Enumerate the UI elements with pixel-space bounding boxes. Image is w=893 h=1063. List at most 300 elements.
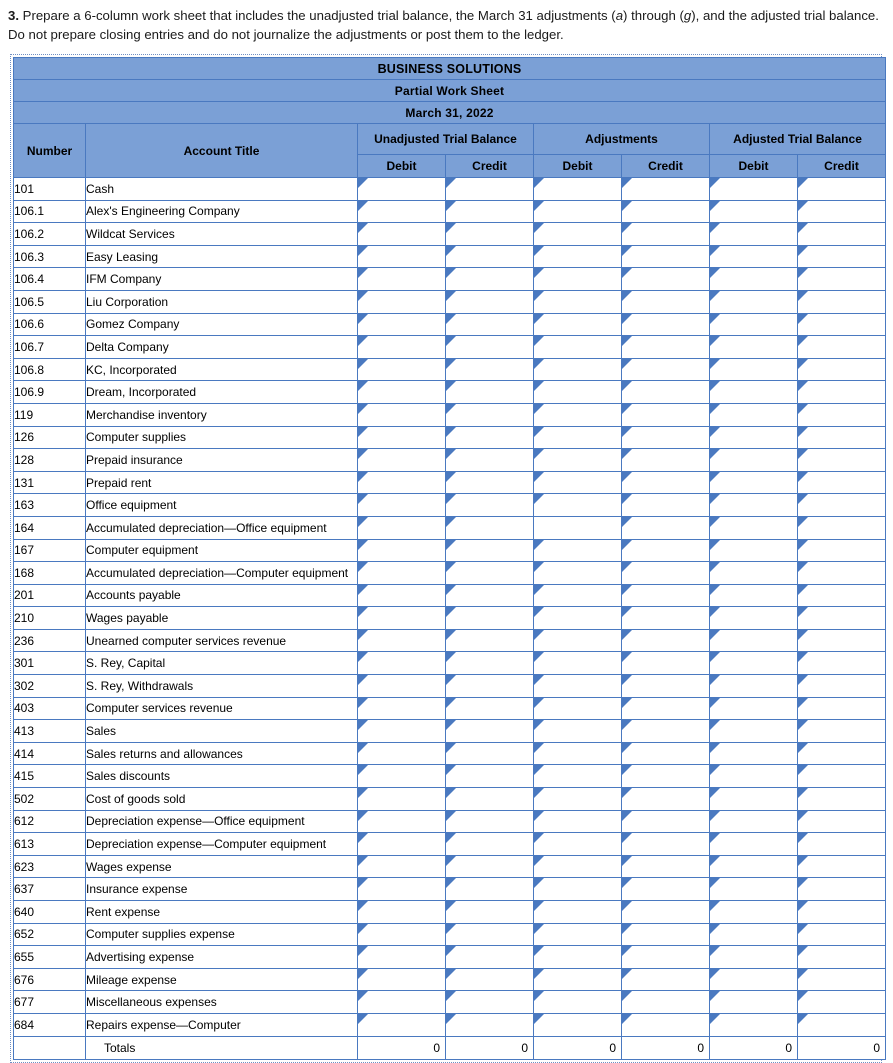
cell-handle-icon (710, 336, 720, 346)
utb-credit-input[interactable] (446, 901, 534, 924)
atb-credit-input[interactable] (798, 923, 886, 946)
utb-credit-input[interactable] (446, 336, 534, 359)
adj-credit-input[interactable] (622, 810, 710, 833)
utb-credit-input[interactable] (446, 697, 534, 720)
adj-credit-input[interactable] (622, 268, 710, 291)
utb-credit-input[interactable] (446, 178, 534, 201)
utb-debit-input[interactable] (358, 607, 446, 630)
utb-debit-input[interactable] (358, 449, 446, 472)
adj-debit-input[interactable] (534, 675, 622, 698)
atb-credit-input[interactable] (798, 901, 886, 924)
atb-credit-input[interactable] (798, 697, 886, 720)
cell-handle-icon (710, 856, 720, 866)
cell-handle-icon (358, 901, 368, 911)
adj-debit-input[interactable] (534, 968, 622, 991)
atb-credit-input[interactable] (798, 290, 886, 313)
adj-debit-input[interactable] (534, 449, 622, 472)
cell-handle-icon (534, 540, 544, 550)
atb-debit-input[interactable] (710, 449, 798, 472)
account-number: 201 (14, 584, 86, 607)
adj-credit-input[interactable] (622, 923, 710, 946)
adj-debit-input[interactable] (534, 381, 622, 404)
atb-debit-input[interactable] (710, 403, 798, 426)
cell-handle-icon (710, 720, 720, 730)
atb-credit-input[interactable] (798, 268, 886, 291)
account-title: Sales returns and allowances (86, 742, 358, 765)
atb-credit-input[interactable] (798, 652, 886, 675)
atb-credit-input[interactable] (798, 855, 886, 878)
utb-debit-input[interactable] (358, 878, 446, 901)
cell-handle-icon (534, 223, 544, 233)
account-number: 106.8 (14, 358, 86, 381)
atb-credit-input[interactable] (798, 336, 886, 359)
cell-handle-icon (534, 178, 544, 188)
utb-credit-input[interactable] (446, 562, 534, 585)
atb-credit-input[interactable] (798, 968, 886, 991)
atb-debit-input[interactable] (710, 788, 798, 811)
cell-handle-icon (622, 585, 632, 595)
adj-debit-input[interactable] (534, 810, 622, 833)
adj-debit-input[interactable] (534, 742, 622, 765)
adj-debit-input[interactable] (534, 223, 622, 246)
account-title: Computer supplies (86, 426, 358, 449)
utb-debit-input[interactable] (358, 268, 446, 291)
utb-credit-input[interactable] (446, 1013, 534, 1036)
cell-handle-icon (798, 472, 808, 482)
atb-debit-input[interactable] (710, 336, 798, 359)
atb-debit-input[interactable] (710, 200, 798, 223)
atb-debit-input[interactable] (710, 268, 798, 291)
adj-credit-input[interactable] (622, 607, 710, 630)
adj-credit-input[interactable] (622, 675, 710, 698)
atb-debit-input[interactable] (710, 652, 798, 675)
adj-debit-input[interactable] (534, 901, 622, 924)
adj-debit-input[interactable] (534, 403, 622, 426)
adj-credit-input[interactable] (622, 471, 710, 494)
utb-debit-input[interactable] (358, 675, 446, 698)
adj-credit-input[interactable] (622, 584, 710, 607)
adj-debit-input[interactable] (534, 336, 622, 359)
adj-credit-input[interactable] (622, 381, 710, 404)
adj-credit-input[interactable] (622, 449, 710, 472)
cell-handle-icon (710, 630, 720, 640)
atb-credit-input[interactable] (798, 833, 886, 856)
atb-credit-input[interactable] (798, 381, 886, 404)
atb-credit-input[interactable] (798, 449, 886, 472)
total-adj-debit: 0 (534, 1036, 622, 1059)
utb-credit-input[interactable] (446, 833, 534, 856)
adj-credit-input[interactable] (622, 1013, 710, 1036)
atb-credit-input[interactable] (798, 494, 886, 517)
cell-handle-icon (358, 630, 368, 640)
adj-credit-input[interactable] (622, 539, 710, 562)
cell-handle-icon (710, 246, 720, 256)
utb-credit-input[interactable] (446, 358, 534, 381)
cell-handle-icon (358, 675, 368, 685)
utb-debit-input[interactable] (358, 652, 446, 675)
cell-handle-icon (534, 698, 544, 708)
utb-credit-input[interactable] (446, 290, 534, 313)
adj-debit-input[interactable] (534, 765, 622, 788)
utb-debit-input[interactable] (358, 901, 446, 924)
atb-debit-input[interactable] (710, 855, 798, 878)
utb-credit-input[interactable] (446, 403, 534, 426)
adj-debit-input[interactable] (534, 268, 622, 291)
atb-debit-input[interactable] (710, 426, 798, 449)
atb-debit-input[interactable] (710, 471, 798, 494)
cell-handle-icon (798, 268, 808, 278)
utb-debit-input[interactable] (358, 584, 446, 607)
atb-credit-input[interactable] (798, 629, 886, 652)
atb-debit-input[interactable] (710, 358, 798, 381)
atb-debit-input[interactable] (710, 765, 798, 788)
atb-credit-input[interactable] (798, 426, 886, 449)
adj-credit-input[interactable] (622, 652, 710, 675)
utb-debit-input[interactable] (358, 290, 446, 313)
adj-debit-input[interactable] (534, 178, 622, 201)
adj-credit-input[interactable] (622, 991, 710, 1014)
utb-credit-input[interactable] (446, 788, 534, 811)
adj-credit-input[interactable] (622, 946, 710, 969)
atb-credit-input[interactable] (798, 810, 886, 833)
adj-debit-input[interactable] (534, 584, 622, 607)
cell-handle-icon (622, 246, 632, 256)
utb-debit-input[interactable] (358, 223, 446, 246)
atb-debit-input[interactable] (710, 629, 798, 652)
atb-credit-input[interactable] (798, 675, 886, 698)
atb-credit-input[interactable] (798, 991, 886, 1014)
cell-handle-icon (798, 223, 808, 233)
atb-debit-input[interactable] (710, 720, 798, 743)
utb-debit-input[interactable] (358, 629, 446, 652)
utb-credit-input[interactable] (446, 742, 534, 765)
atb-credit-input[interactable] (798, 788, 886, 811)
table-row (14, 268, 886, 291)
atb-debit-input[interactable] (710, 946, 798, 969)
utb-credit-input[interactable] (446, 629, 534, 652)
adj-credit-input[interactable] (622, 968, 710, 991)
adj-debit-input[interactable] (534, 878, 622, 901)
adj-debit-input[interactable] (534, 200, 622, 223)
adj-debit-input[interactable] (534, 946, 622, 969)
adj-credit-input[interactable] (622, 878, 710, 901)
adj-credit-input[interactable] (622, 426, 710, 449)
utb-debit-input[interactable] (358, 426, 446, 449)
adj-debit-input[interactable] (534, 652, 622, 675)
account-title: Office equipment (86, 494, 358, 517)
utb-debit-input[interactable] (358, 471, 446, 494)
atb-credit-input[interactable] (798, 607, 886, 630)
atb-debit-input[interactable] (710, 742, 798, 765)
table-row (14, 878, 886, 901)
adj-debit-input[interactable] (534, 720, 622, 743)
utb-credit-input[interactable] (446, 675, 534, 698)
utb-credit-input[interactable] (446, 449, 534, 472)
table-row (14, 178, 886, 201)
utb-credit-input[interactable] (446, 765, 534, 788)
atb-credit-input[interactable] (798, 313, 886, 336)
cell-handle-icon (710, 811, 720, 821)
utb-debit-input[interactable] (358, 313, 446, 336)
adj-credit-input[interactable] (622, 403, 710, 426)
adj-credit-input[interactable] (622, 833, 710, 856)
atb-credit-input[interactable] (798, 245, 886, 268)
adj-debit-input[interactable] (534, 426, 622, 449)
adj-credit-input[interactable] (622, 788, 710, 811)
adj-credit-input[interactable] (622, 223, 710, 246)
atb-debit-input[interactable] (710, 290, 798, 313)
atb-debit-input[interactable] (710, 810, 798, 833)
atb-credit-input[interactable] (798, 358, 886, 381)
utb-debit-input[interactable] (358, 539, 446, 562)
atb-debit-input[interactable] (710, 923, 798, 946)
atb-credit-input[interactable] (798, 878, 886, 901)
adj-debit-input[interactable] (534, 788, 622, 811)
adj-debit-input[interactable] (534, 494, 622, 517)
atb-debit-input[interactable] (710, 223, 798, 246)
atb-credit-input[interactable] (798, 720, 886, 743)
adj-debit-input[interactable] (534, 991, 622, 1014)
utb-credit-input[interactable] (446, 584, 534, 607)
cell-handle-icon (622, 472, 632, 482)
cell-handle-icon (534, 1014, 544, 1024)
utb-credit-input[interactable] (446, 923, 534, 946)
utb-debit-input[interactable] (358, 697, 446, 720)
atb-credit-input[interactable] (798, 223, 886, 246)
adj-debit-input[interactable] (534, 562, 622, 585)
adj-debit-input[interactable] (534, 629, 622, 652)
utb-credit-input[interactable] (446, 607, 534, 630)
utb-credit-input[interactable] (446, 426, 534, 449)
atb-debit-input[interactable] (710, 1013, 798, 1036)
adj-credit-input[interactable] (622, 313, 710, 336)
utb-debit-input[interactable] (358, 765, 446, 788)
atb-credit-input[interactable] (798, 946, 886, 969)
cell-handle-icon (798, 878, 808, 888)
adj-debit-input[interactable] (534, 697, 622, 720)
utb-credit-input[interactable] (446, 720, 534, 743)
cell-handle-icon (446, 449, 456, 459)
cell-handle-icon (622, 268, 632, 278)
adj-credit-input[interactable] (622, 516, 710, 539)
utb-credit-input[interactable] (446, 652, 534, 675)
cell-handle-icon (798, 449, 808, 459)
adj-debit-input[interactable] (534, 1013, 622, 1036)
cell-handle-icon (358, 585, 368, 595)
utb-debit-input[interactable] (358, 381, 446, 404)
cell-handle-icon (446, 675, 456, 685)
cell-handle-icon (710, 178, 720, 188)
atb-debit-input[interactable] (710, 968, 798, 991)
atb-debit-input[interactable] (710, 381, 798, 404)
utb-debit-input[interactable] (358, 403, 446, 426)
adj-credit-input[interactable] (622, 178, 710, 201)
utb-credit-input[interactable] (446, 223, 534, 246)
account-title: Mileage expense (86, 968, 358, 991)
utb-credit-input[interactable] (446, 516, 534, 539)
atb-credit-input[interactable] (798, 742, 886, 765)
adj-credit-input[interactable] (622, 336, 710, 359)
utb-credit-input[interactable] (446, 245, 534, 268)
adj-credit-input[interactable] (622, 901, 710, 924)
utb-credit-input[interactable] (446, 268, 534, 291)
atb-debit-input[interactable] (710, 878, 798, 901)
atb-debit-input[interactable] (710, 607, 798, 630)
atb-debit-input[interactable] (710, 833, 798, 856)
atb-debit-input[interactable] (710, 313, 798, 336)
cell-handle-icon (710, 924, 720, 934)
utb-debit-input[interactable] (358, 1013, 446, 1036)
cell-handle-icon (798, 1014, 808, 1024)
utb-debit-input[interactable] (358, 968, 446, 991)
cell-handle-icon (534, 359, 544, 369)
atb-debit-input[interactable] (710, 697, 798, 720)
atb-credit-input[interactable] (798, 516, 886, 539)
utb-debit-input[interactable] (358, 178, 446, 201)
utb-credit-input[interactable] (446, 855, 534, 878)
utb-debit-input[interactable] (358, 516, 446, 539)
utb-credit-input[interactable] (446, 471, 534, 494)
atb-debit-input[interactable] (710, 245, 798, 268)
adj-credit-input[interactable] (622, 562, 710, 585)
utb-debit-input[interactable] (358, 855, 446, 878)
account-number: 106.4 (14, 268, 86, 291)
adj-debit-input[interactable] (534, 313, 622, 336)
utb-debit-input[interactable] (358, 923, 446, 946)
adj-debit-input[interactable] (534, 358, 622, 381)
adj-credit-input[interactable] (622, 742, 710, 765)
utb-credit-input[interactable] (446, 991, 534, 1014)
atb-debit-input[interactable] (710, 516, 798, 539)
adj-debit-input[interactable] (534, 471, 622, 494)
atb-debit-input[interactable] (710, 991, 798, 1014)
atb-debit-input[interactable] (710, 494, 798, 517)
cell-handle-icon (622, 630, 632, 640)
atb-credit-input[interactable] (798, 403, 886, 426)
utb-debit-input[interactable] (358, 245, 446, 268)
atb-credit-input[interactable] (798, 471, 886, 494)
account-title: Computer services revenue (86, 697, 358, 720)
utb-debit-input[interactable] (358, 336, 446, 359)
adj-credit-input[interactable] (622, 697, 710, 720)
utb-credit-input[interactable] (446, 810, 534, 833)
column-group-adjustments: Adjustments (534, 124, 710, 155)
utb-debit-input[interactable] (358, 810, 446, 833)
cell-handle-icon (534, 336, 544, 346)
atb-credit-input[interactable] (798, 200, 886, 223)
adjustment-letter-g: g (683, 8, 692, 23)
utb-credit-input[interactable] (446, 968, 534, 991)
cell-handle-icon (446, 562, 456, 572)
adj-credit-input[interactable] (622, 855, 710, 878)
adj-debit-input[interactable] (534, 516, 622, 539)
cell-handle-icon (358, 720, 368, 730)
utb-debit-input[interactable] (358, 833, 446, 856)
cell-handle-icon (710, 381, 720, 391)
atb-credit-input[interactable] (798, 1013, 886, 1036)
atb-credit-input[interactable] (798, 539, 886, 562)
utb-credit-input[interactable] (446, 200, 534, 223)
utb-credit-input[interactable] (446, 381, 534, 404)
utb-credit-input[interactable] (446, 494, 534, 517)
header-utb-credit: Credit (446, 155, 534, 178)
cell-handle-icon (534, 811, 544, 821)
utb-debit-input[interactable] (358, 946, 446, 969)
utb-debit-input[interactable] (358, 742, 446, 765)
adj-credit-input[interactable] (622, 765, 710, 788)
utb-debit-input[interactable] (358, 562, 446, 585)
utb-credit-input[interactable] (446, 313, 534, 336)
utb-credit-input[interactable] (446, 878, 534, 901)
account-number: 131 (14, 471, 86, 494)
utb-debit-input[interactable] (358, 200, 446, 223)
utb-debit-input[interactable] (358, 720, 446, 743)
cell-handle-icon (710, 314, 720, 324)
utb-debit-input[interactable] (358, 358, 446, 381)
cell-handle-icon (534, 472, 544, 482)
column-header-account-title: Account Title (86, 124, 358, 178)
account-number: 623 (14, 855, 86, 878)
account-title: Rent expense (86, 901, 358, 924)
atb-credit-input[interactable] (798, 562, 886, 585)
atb-debit-input[interactable] (710, 539, 798, 562)
atb-debit-input[interactable] (710, 584, 798, 607)
adj-credit-input[interactable] (622, 200, 710, 223)
total-utb-debit: 0 (358, 1036, 446, 1059)
cell-handle-icon (446, 652, 456, 662)
utb-debit-input[interactable] (358, 991, 446, 1014)
atb-debit-input[interactable] (710, 901, 798, 924)
table-row (14, 810, 886, 833)
adj-credit-input[interactable] (622, 720, 710, 743)
adj-debit-input[interactable] (534, 607, 622, 630)
adj-credit-input[interactable] (622, 629, 710, 652)
cell-handle-icon (358, 991, 368, 1001)
adj-debit-input[interactable] (534, 539, 622, 562)
account-title: Depreciation expense—Computer equipment (86, 833, 358, 856)
utb-credit-input[interactable] (446, 539, 534, 562)
adj-debit-input[interactable] (534, 923, 622, 946)
adj-debit-input[interactable] (534, 290, 622, 313)
adj-credit-input[interactable] (622, 290, 710, 313)
adj-debit-input[interactable] (534, 855, 622, 878)
cell-handle-icon (534, 901, 544, 911)
utb-debit-input[interactable] (358, 788, 446, 811)
atb-credit-input[interactable] (798, 584, 886, 607)
cell-handle-icon (622, 946, 632, 956)
adj-credit-input[interactable] (622, 358, 710, 381)
atb-credit-input[interactable] (798, 178, 886, 201)
utb-debit-input[interactable] (358, 494, 446, 517)
cell-handle-icon (622, 1014, 632, 1024)
table-row (14, 449, 886, 472)
cell-handle-icon (710, 833, 720, 843)
cell-handle-icon (798, 698, 808, 708)
atb-debit-input[interactable] (710, 178, 798, 201)
adj-debit-input[interactable] (534, 833, 622, 856)
utb-credit-input[interactable] (446, 946, 534, 969)
atb-debit-input[interactable] (710, 675, 798, 698)
table-row (14, 290, 886, 313)
adj-credit-input[interactable] (622, 494, 710, 517)
cell-handle-icon (358, 652, 368, 662)
atb-debit-input[interactable] (710, 562, 798, 585)
adj-debit-input[interactable] (534, 245, 622, 268)
atb-credit-input[interactable] (798, 765, 886, 788)
table-row (14, 788, 886, 811)
adj-credit-input[interactable] (622, 245, 710, 268)
table-row (14, 358, 886, 381)
